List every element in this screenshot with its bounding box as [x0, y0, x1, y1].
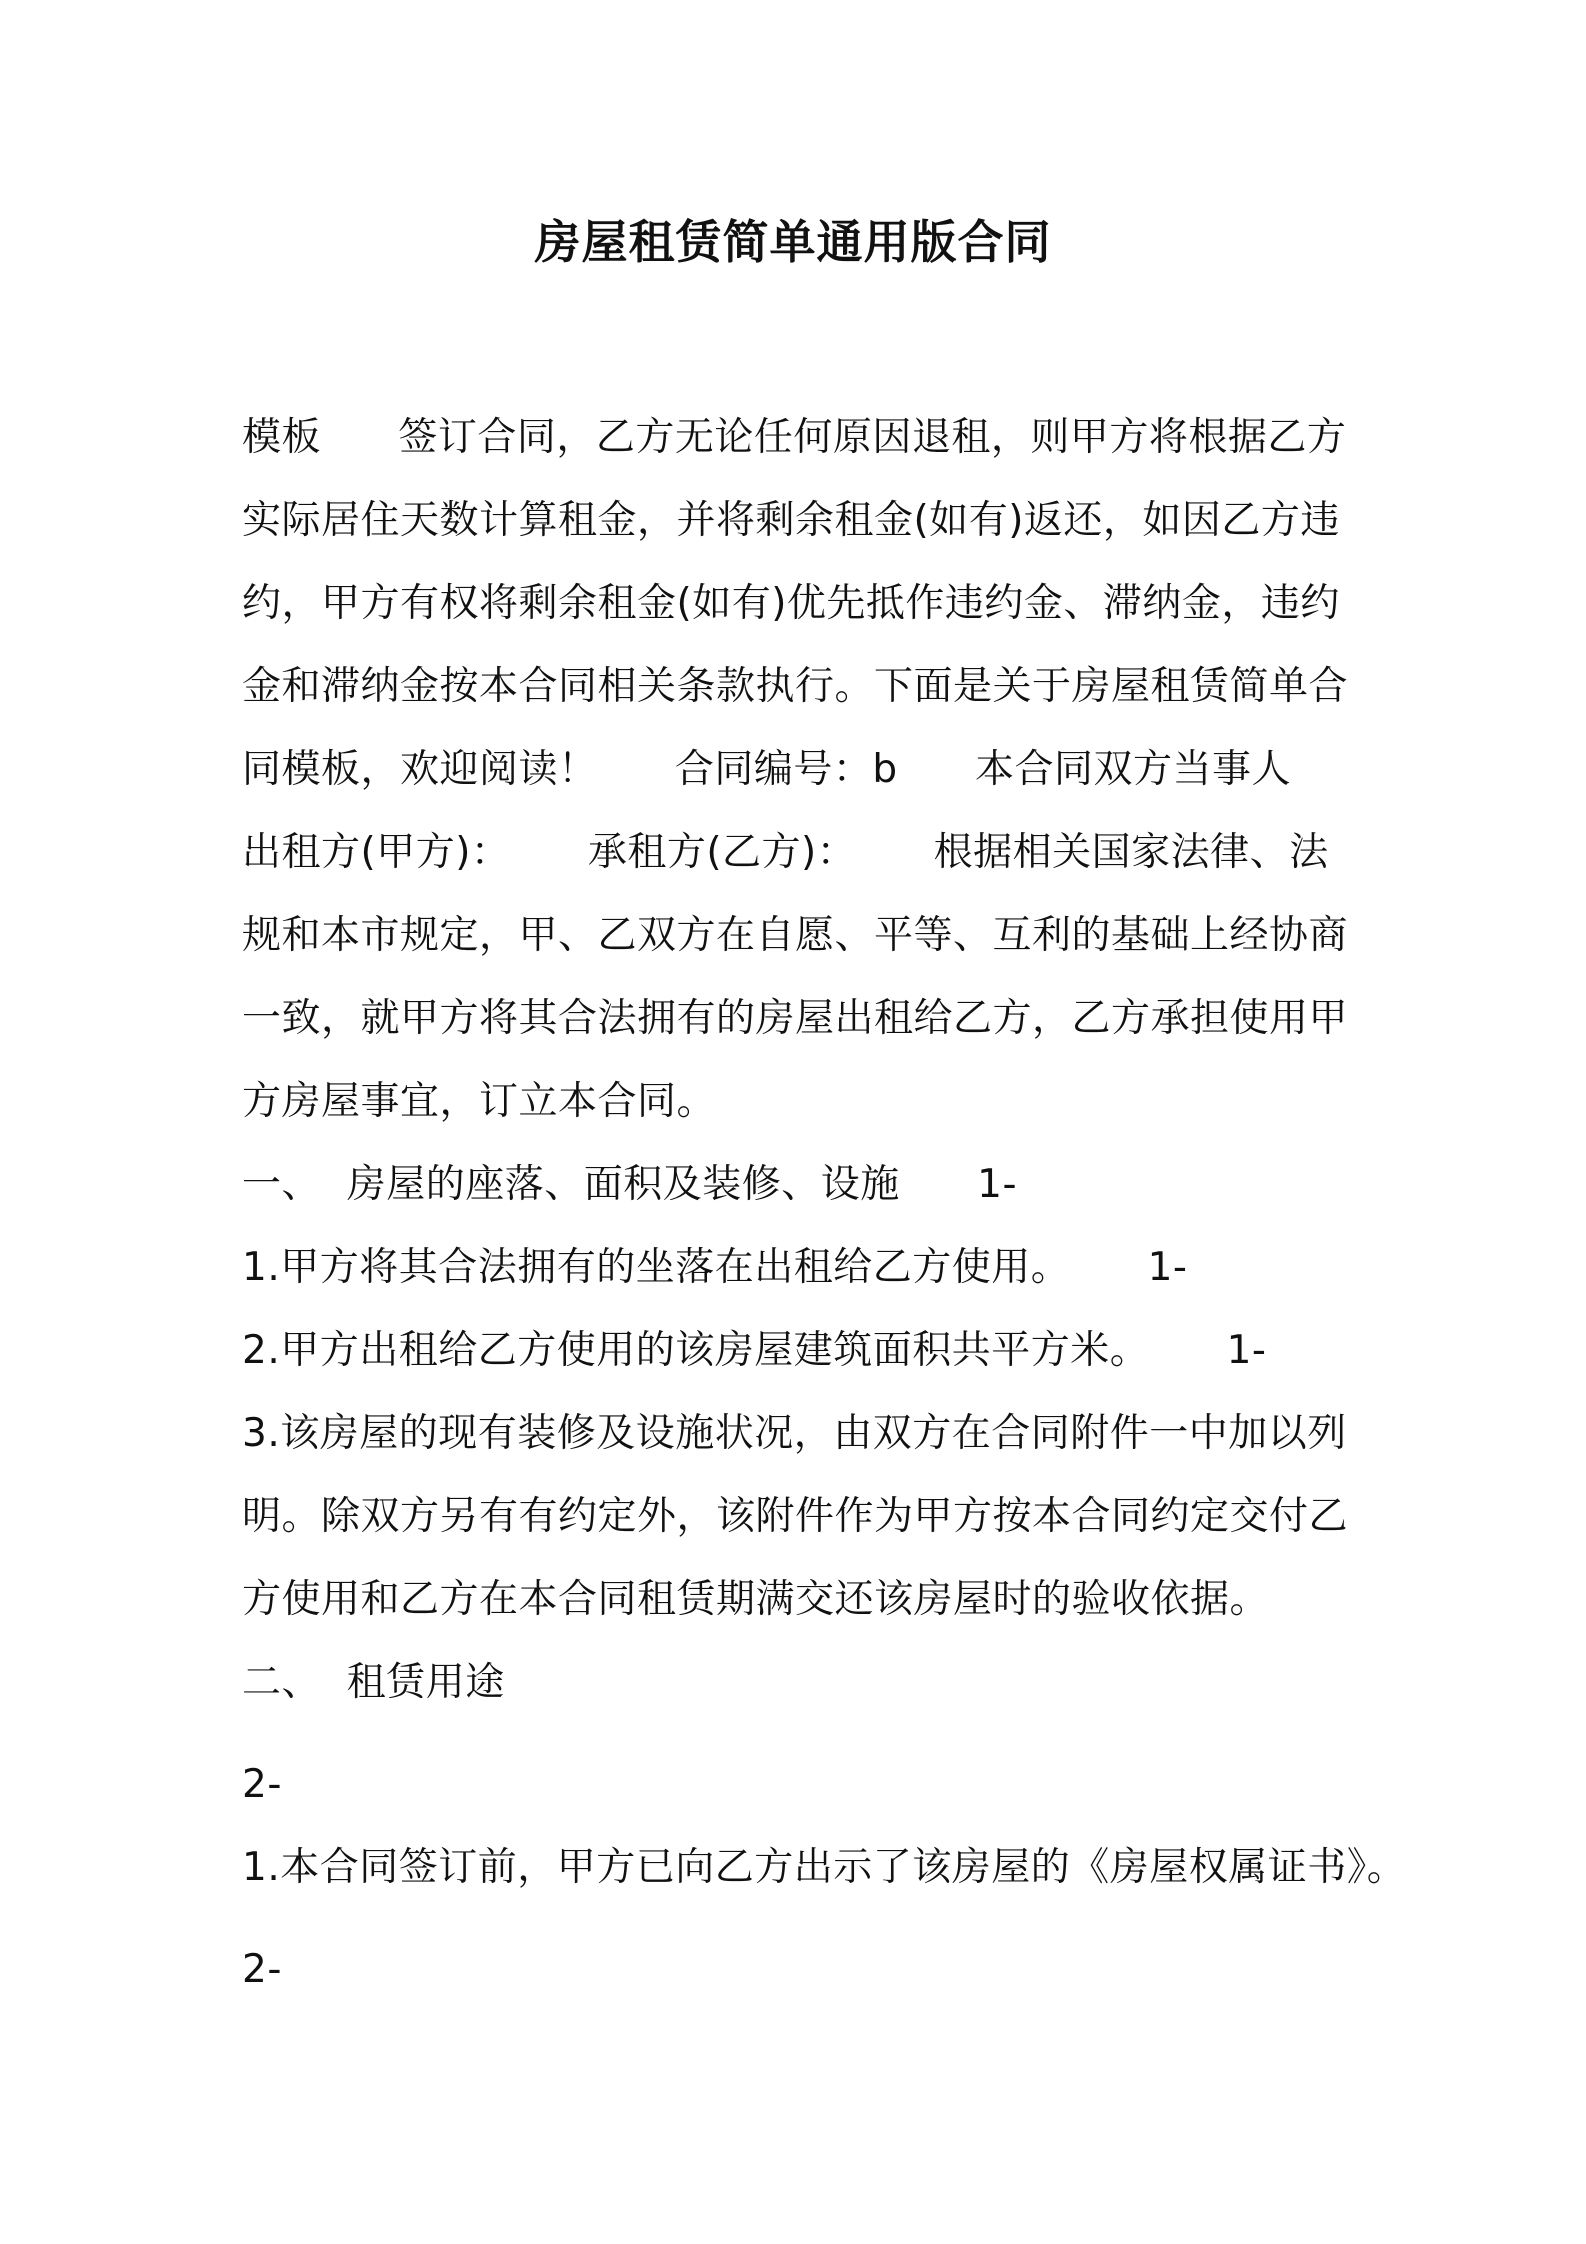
body-line: 方使用和乙方在本合同租赁期满交还该房屋时的验收依据。: [242, 1577, 1270, 1622]
section-heading: 一、 房屋的座落、面积及装修、设施 1-: [242, 1162, 1018, 1207]
body-line: 规和本市规定，甲、乙双方在自愿、平等、互利的基础上经协商: [242, 913, 1349, 958]
body-line: 3.该房屋的现有装修及设施状况，由双方在合同附件一中加以列: [242, 1411, 1347, 1456]
body-line: 方房屋事宜，订立本合同。: [242, 1079, 717, 1124]
document-title: 房屋租赁简单通用版合同: [534, 215, 1052, 269]
body-line: 一致，就甲方将其合法拥有的房屋出租给乙方，乙方承担使用甲: [242, 996, 1349, 1041]
body-line: 1.本合同签订前，甲方已向乙方出示了该房屋的《房屋权属证书》。: [242, 1845, 1407, 1890]
body-line: 约，甲方有权将剩余租金(如有)优先抵作违约金、滞纳金，违约: [242, 581, 1340, 626]
clause-number: 2-: [242, 1762, 282, 1807]
body-line: 模板 签订合同，乙方无论任何原因退租，则甲方将根据乙方: [242, 415, 1347, 460]
body-line: 1.甲方将其合法拥有的坐落在出租给乙方使用。 1-: [242, 1245, 1188, 1290]
body-line: 实际居住天数计算租金，并将剩余租金(如有)返还，如因乙方违: [242, 498, 1340, 543]
body-line: 同模板，欢迎阅读！ 合同编号：b 本合同双方当事人: [242, 747, 1292, 792]
body-line: 出租方(甲方)： 承租方(乙方)： 根据相关国家法律、法: [242, 830, 1329, 875]
body-line: 金和滞纳金按本合同相关条款执行。下面是关于房屋租赁简单合: [242, 664, 1349, 709]
body-line: 明。除双方另有有约定外，该附件作为甲方按本合同约定交付乙: [242, 1494, 1349, 1539]
body-line: 2.甲方出租给乙方使用的该房屋建筑面积共平方米。 1-: [242, 1328, 1267, 1373]
section-heading: 二、 租赁用途: [242, 1660, 505, 1705]
clause-number: 2-: [242, 1947, 282, 1992]
